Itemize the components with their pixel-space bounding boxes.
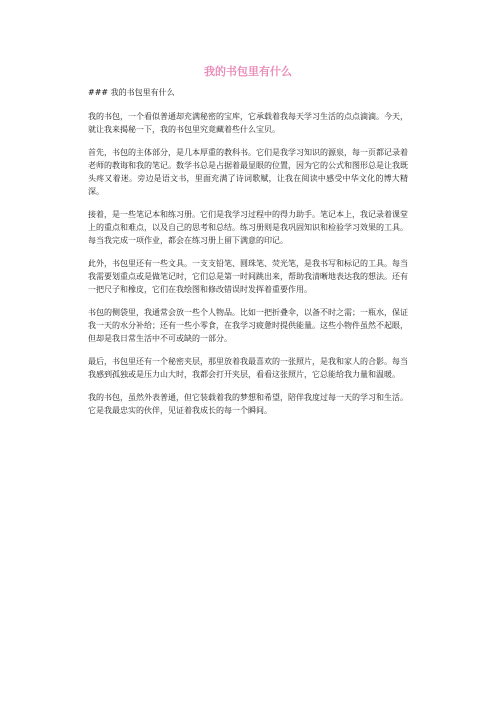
document-title: 我的书包里有什么	[204, 65, 292, 78]
paragraph-notebooks: 接着，是一些笔记本和练习册。它们是我学习过程中的得力助手。笔记本上，我记录着课堂上的重点和难点，以及自己的思考和总结。练习册则是我巩固知识和检验学习效果的工具。每当我完成一项作业，都会在练习册上留下满意的印记。	[88, 210, 408, 245]
paragraph-secret-pocket: 最后，书包里还有一个秘密夹层，那里放着我最喜欢的一张照片，是我和家人的合影。每当我感到孤独或是压力山大时，我都会打开夹层，看看这张照片，它总能给我力量和温暖。	[88, 357, 408, 379]
paragraph-side-pocket: 书包的侧袋里，我通常会放一些个人物品。比如一把折叠伞，以备不时之需；一瓶水，保证我一天的水分补给；还有一些小零食，在我学习疲惫时提供能量。这些小物件虽然不起眼，但却是我日常生活中不可或缺的一部分。	[88, 308, 408, 343]
paragraph-intro: 我的书包，一个看似普通却充满秘密的宝库，它承载着我每天学习生活的点点滴滴。今天，就让我来揭秘一下，我的书包里究竟藏着些什么宝贝。	[88, 112, 408, 134]
markdown-heading: ### 我的书包里有什么	[88, 88, 175, 97]
document-page	[88, 64, 408, 427]
paragraph-stationery: 此外，书包里还有一些文具。一支支铅笔、圆珠笔、荧光笔，是我书写和标记的工具。每当我需要划重点或是做笔记时，它们总是第一时间跳出来，帮助我清晰地表达我的想法。还有一把尺子和橡皮，它们在我绘图和修改错误时发挥着重要作用。	[88, 259, 408, 294]
paragraph-conclusion: 我的书包，虽然外表普通，但它装载着我的梦想和希望，陪伴我度过每一天的学习和生活。它是我最忠实的伙伴，见证着我成长的每一个瞬间。	[88, 393, 408, 415]
paragraph-textbooks: 首先，书包的主体部分，是几本厚重的教科书。它们是我学习知识的源泉，每一页都记录着老师的教诲和我的笔记。数学书总是占据着最显眼的位置，因为它的公式和图形总是让我既头疼又着迷。旁边是语文书，里面充满了诗词歌赋，让我在阅读中感受中华文化的博大精深。	[88, 148, 408, 196]
